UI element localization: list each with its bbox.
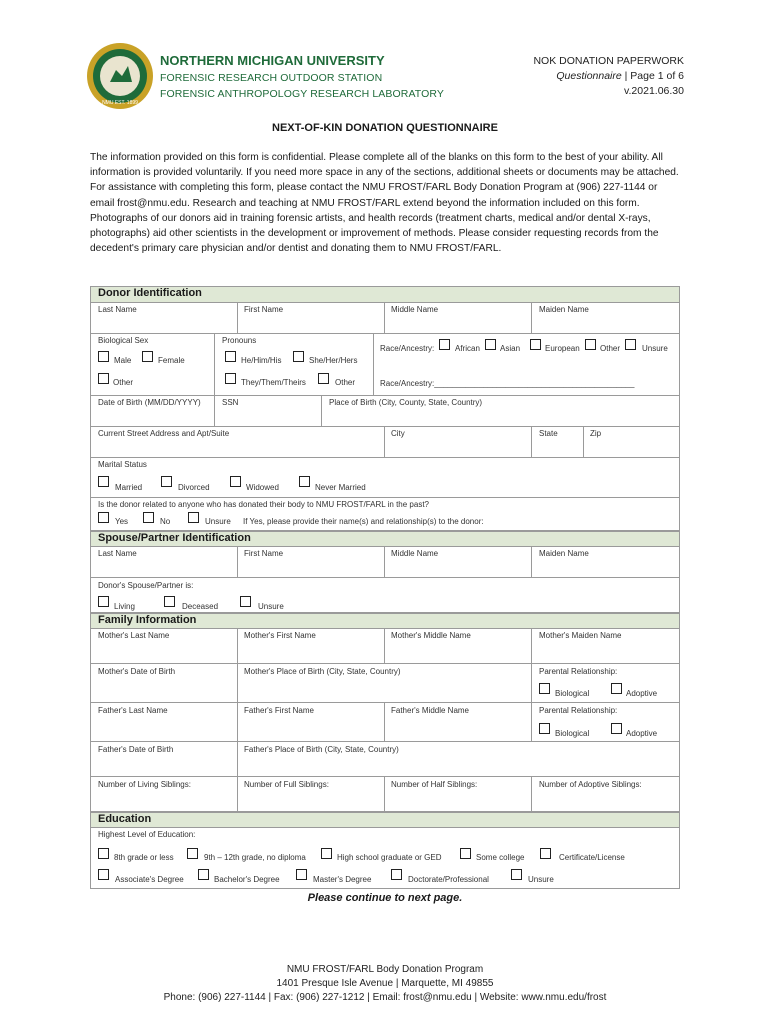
pronoun-other-checkbox[interactable] xyxy=(318,373,329,384)
race-ancestry-group xyxy=(373,333,680,396)
field-label: Last Name xyxy=(98,549,137,558)
spouse-last-name-field[interactable] xyxy=(90,546,238,578)
option-label: High school graduate or GED xyxy=(337,853,442,862)
field-label: Mother's Date of Birth xyxy=(98,667,176,676)
university-name: NORTHERN MICHIGAN UNIVERSITY xyxy=(160,53,385,68)
father-middle-name-field[interactable] xyxy=(384,702,532,742)
option-label: Living xyxy=(114,602,135,611)
donor-middle-name-field[interactable] xyxy=(384,302,532,334)
father-adoptive-checkbox[interactable] xyxy=(611,723,622,734)
race-other-checkbox[interactable] xyxy=(585,339,596,350)
sex-other-checkbox[interactable] xyxy=(98,373,109,384)
field-label: Middle Name xyxy=(391,305,439,314)
mother-first-name-field[interactable] xyxy=(237,628,385,664)
biological-sex-group xyxy=(90,333,215,396)
section-spouse-identification xyxy=(90,531,680,547)
field-label: Number of Full Siblings: xyxy=(244,780,329,789)
field-label: Maiden Name xyxy=(539,305,589,314)
option-label: Unsure xyxy=(528,875,554,884)
asian-checkbox[interactable] xyxy=(485,339,496,350)
field-label: Biological Sex xyxy=(98,336,149,345)
married-checkbox[interactable] xyxy=(98,476,109,487)
ssn-field[interactable] xyxy=(214,395,322,427)
page-number: | Page 1 of 6 xyxy=(624,70,684,82)
option-label: Married xyxy=(115,483,143,492)
section-heading: Donor Identification xyxy=(98,287,202,299)
university-seal-logo xyxy=(86,42,154,110)
field-label: Place of Birth (City, County, State, Country) xyxy=(329,398,483,407)
mother-biological-checkbox[interactable] xyxy=(539,683,550,694)
field-label: Pronouns xyxy=(222,336,257,345)
father-first-name-field[interactable] xyxy=(237,702,385,742)
footer-program: NMU FROST/FARL Body Donation Program xyxy=(286,964,484,975)
mother-last-name-field[interactable] xyxy=(90,628,238,664)
footer-contact: Phone: (906) 227-1144 | Fax: (906) 227-1212 | Email: frost@nmu.edu | Website: www.nmu.edu/frost xyxy=(163,992,607,1003)
spouse-living-checkbox[interactable] xyxy=(98,596,109,607)
father-dob-field[interactable] xyxy=(90,741,238,777)
form-title: NEXT-OF-KIN DONATION QUESTIONNAIRE xyxy=(272,122,498,134)
they-them-checkbox[interactable] xyxy=(225,373,236,384)
mother-relationship-group xyxy=(531,663,680,703)
option-label: African xyxy=(455,344,480,353)
male-checkbox[interactable] xyxy=(98,351,109,362)
option-label: Other xyxy=(335,378,356,387)
field-label: Parental Relationship: xyxy=(539,667,618,676)
option-label: Widowed xyxy=(246,483,279,492)
race-label: Race/Ancestry: xyxy=(380,344,435,353)
state-field[interactable] xyxy=(531,426,584,458)
european-checkbox[interactable] xyxy=(530,339,541,350)
address-field[interactable] xyxy=(90,426,385,458)
pronouns-group xyxy=(214,333,374,396)
donor-first-name-field[interactable] xyxy=(237,302,385,334)
option-label: Asian xyxy=(500,344,521,353)
field-label: Mother's Maiden Name xyxy=(539,631,622,640)
field-label: First Name xyxy=(244,549,284,558)
related-no-checkbox[interactable] xyxy=(143,512,154,523)
field-label: Father's Last Name xyxy=(98,706,168,715)
edu-bachelors-checkbox[interactable] xyxy=(198,869,209,880)
field-label: Last Name xyxy=(98,305,137,314)
widowed-checkbox[interactable] xyxy=(230,476,241,487)
father-pob-field[interactable] xyxy=(237,741,680,777)
edu-associates-checkbox[interactable] xyxy=(98,869,109,880)
spouse-unsure-checkbox[interactable] xyxy=(240,596,251,607)
spouse-maiden-name-field[interactable] xyxy=(531,546,680,578)
doc-version: v.2021.06.30 xyxy=(624,85,684,97)
female-checkbox[interactable] xyxy=(142,351,153,362)
mother-middle-name-field[interactable] xyxy=(384,628,532,664)
option-label: 9th – 12th grade, no diploma xyxy=(204,853,306,862)
related-unsure-checkbox[interactable] xyxy=(188,512,199,523)
edu-some-college-checkbox[interactable] xyxy=(460,848,471,859)
field-label: SSN xyxy=(222,398,239,407)
field-label: Donor's Spouse/Partner is: xyxy=(98,581,194,590)
page-indicator xyxy=(556,70,684,82)
father-biological-checkbox[interactable] xyxy=(539,723,550,734)
donor-last-name-field[interactable] xyxy=(90,302,238,334)
option-label: Unsure xyxy=(642,344,668,353)
option-label: Biological xyxy=(555,689,590,698)
option-label: Adoptive xyxy=(626,729,658,738)
section-family-information xyxy=(90,613,680,629)
race-unsure-checkbox[interactable] xyxy=(625,339,636,350)
option-label: Other xyxy=(113,378,134,387)
option-label: He/Him/His xyxy=(241,356,282,365)
related-yes-checkbox[interactable] xyxy=(98,512,109,523)
option-label: Male xyxy=(114,356,132,365)
field-label: Father's Middle Name xyxy=(391,706,469,715)
education-group xyxy=(90,827,680,889)
option-label: Certificate/License xyxy=(559,853,625,862)
option-label: Adoptive xyxy=(626,689,658,698)
option-label: European xyxy=(545,344,580,353)
section-donor-identification xyxy=(90,286,680,302)
related-detail-label: If Yes, please provide their name(s) and relationship(s) to the donor: xyxy=(243,517,484,526)
spouse-middle-name-field[interactable] xyxy=(384,546,532,578)
field-label: Zip xyxy=(590,429,602,438)
field-label: Mother's Last Name xyxy=(98,631,170,640)
edu-doctorate-checkbox[interactable] xyxy=(391,869,402,880)
half-siblings-field[interactable] xyxy=(384,776,532,812)
continue-note: Please continue to next page. xyxy=(307,892,463,904)
related-donor-group xyxy=(90,497,680,531)
pob-field[interactable] xyxy=(321,395,680,427)
field-label: Date of Birth (MM/DD/YYYY) xyxy=(98,398,201,407)
option-label: Unsure xyxy=(258,602,284,611)
option-label: She/Her/Hers xyxy=(309,356,358,365)
field-label: Mother's Middle Name xyxy=(391,631,471,640)
field-label: Current Street Address and Apt/Suite xyxy=(98,429,230,438)
field-label: Number of Half Siblings: xyxy=(391,780,478,789)
edu-9-12-checkbox[interactable] xyxy=(187,848,198,859)
field-label: City xyxy=(391,429,405,438)
option-label: Master's Degree xyxy=(313,875,372,884)
field-label: Marital Status xyxy=(98,460,147,469)
option-label: Doctorate/Professional xyxy=(408,875,489,884)
father-relationship-group xyxy=(531,702,680,742)
edu-high-school-checkbox[interactable] xyxy=(321,848,332,859)
field-label: Mother's Place of Birth (City, State, Country) xyxy=(244,667,401,676)
mother-adoptive-checkbox[interactable] xyxy=(611,683,622,694)
city-field[interactable] xyxy=(384,426,532,458)
section-heading: Education xyxy=(98,813,152,825)
living-siblings-field[interactable] xyxy=(90,776,238,812)
option-label: Other xyxy=(600,344,621,353)
dob-field[interactable] xyxy=(90,395,215,427)
mother-dob-field[interactable] xyxy=(90,663,238,703)
option-label: Female xyxy=(158,356,185,365)
race-other-line[interactable]: Race/Ancestry:_____________________________________________ xyxy=(380,379,635,388)
african-checkbox[interactable] xyxy=(439,339,450,350)
lab-name: FORENSIC ANTHROPOLOGY RESEARCH LABORATORY xyxy=(160,88,444,100)
section-heading: Family Information xyxy=(98,614,197,626)
edu-certificate-checkbox[interactable] xyxy=(540,848,551,859)
edu-unsure-checkbox[interactable] xyxy=(511,869,522,880)
option-label: They/Them/Theirs xyxy=(241,378,306,387)
never-married-checkbox[interactable] xyxy=(299,476,310,487)
field-label: Mother's First Name xyxy=(244,631,316,640)
option-label: No xyxy=(160,517,171,526)
option-label: Unsure xyxy=(205,517,231,526)
option-label: Divorced xyxy=(178,483,210,492)
section-heading: Spouse/Partner Identification xyxy=(98,532,251,544)
footer-address: 1401 Presque Isle Avenue | Marquette, MI 49855 xyxy=(276,978,494,989)
doc-part: Questionnaire xyxy=(556,70,622,82)
option-label: Never Married xyxy=(315,483,366,492)
field-label: Number of Adoptive Siblings: xyxy=(539,780,642,789)
section-education xyxy=(90,812,680,828)
field-label: Highest Level of Education: xyxy=(98,830,196,839)
option-label: Deceased xyxy=(182,602,219,611)
seal-text: NMU EST. 1899 xyxy=(102,100,138,106)
he-him-checkbox[interactable] xyxy=(225,351,236,362)
station-name: FORENSIC RESEARCH OUTDOOR STATION xyxy=(160,72,383,84)
option-label: 8th grade or less xyxy=(114,853,174,862)
intro-paragraph xyxy=(90,150,682,256)
mother-pob-field[interactable] xyxy=(237,663,532,703)
option-label: Associate's Degree xyxy=(115,875,184,884)
adoptive-siblings-field[interactable] xyxy=(531,776,680,812)
spouse-deceased-checkbox[interactable] xyxy=(164,596,175,607)
field-label: Number of Living Siblings: xyxy=(98,780,191,789)
field-label: Father's First Name xyxy=(244,706,314,715)
option-label: Biological xyxy=(555,729,590,738)
field-label: Middle Name xyxy=(391,549,439,558)
father-last-name-field[interactable] xyxy=(90,702,238,742)
spouse-first-name-field[interactable] xyxy=(237,546,385,578)
mother-maiden-name-field[interactable] xyxy=(531,628,680,664)
field-label: Father's Date of Birth xyxy=(98,745,174,754)
option-label: Bachelor's Degree xyxy=(214,875,280,884)
field-label: Maiden Name xyxy=(539,549,589,558)
option-label: Yes xyxy=(115,517,129,526)
spouse-status-group xyxy=(90,577,680,613)
edu-masters-checkbox[interactable] xyxy=(296,869,307,880)
field-label: Parental Relationship: xyxy=(539,706,618,715)
marital-status-group xyxy=(90,457,680,498)
she-her-checkbox[interactable] xyxy=(293,351,304,362)
option-label: Some college xyxy=(476,853,525,862)
intro-text: The information provided on this form is confidential. Please complete all of the blanks on this form to the best of your ability. All information is provided voluntarily. If you need more space in any of the sections, additional sheets or documents may be attached. For assistance with completing this form, please contact the NMU FROST/FARL Body Donation Program at (906) 227-1144 or email frost@nmu.edu. Research and teaching at NMU FROST/FARL extend beyond the information included on this form. Photographs of our donors aid in training forensic artists, and health records (treatment charts, medical and/or dental X-rays, photographs) aid other scientists in the development or improvement of methods. Please consider requesting records from the decedent's primary care physician and/or dentist and donating them to NMU FROST/FARL. xyxy=(90,152,679,255)
zip-field[interactable] xyxy=(583,426,680,458)
full-siblings-field[interactable] xyxy=(237,776,385,812)
field-label: Father's Place of Birth (City, State, Country) xyxy=(244,745,399,754)
donor-maiden-name-field[interactable] xyxy=(531,302,680,334)
field-label: State xyxy=(539,429,558,438)
doc-name: NOK DONATION PAPERWORK xyxy=(533,55,684,67)
field-label: First Name xyxy=(244,305,284,314)
divorced-checkbox[interactable] xyxy=(161,476,172,487)
edu-8th-grade-checkbox[interactable] xyxy=(98,848,109,859)
field-label: Is the donor related to anyone who has donated their body to NMU FROST/FARL in the past? xyxy=(98,500,429,509)
